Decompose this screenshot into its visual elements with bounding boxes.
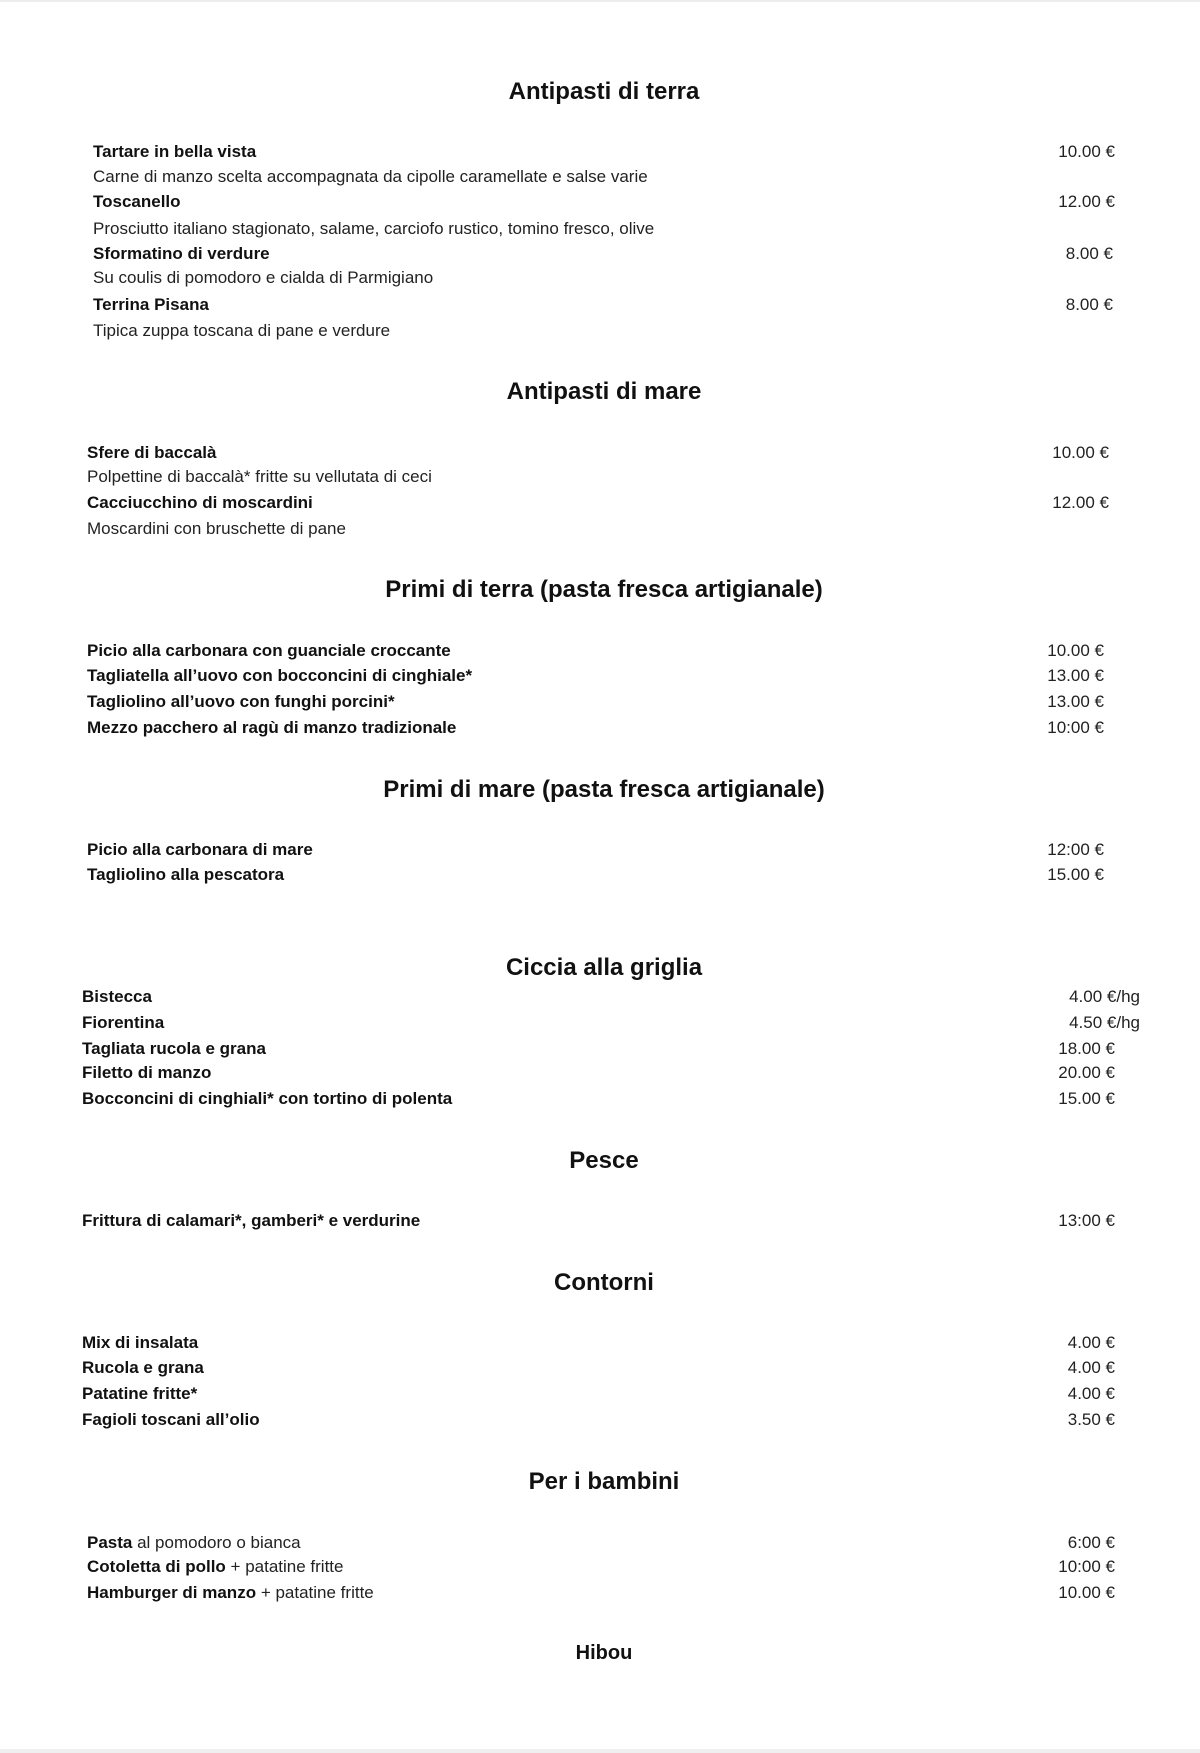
menu-item-name: Toscanello (93, 192, 181, 211)
menu-item-price: 15.00 € (1058, 1089, 1115, 1108)
menu-item-name: Tagliata rucola e grana (82, 1039, 266, 1058)
menu-item-price: 3.50 € (1067, 1410, 1115, 1429)
menu-item-price: 13.00 € (1047, 666, 1104, 685)
menu-item-name: Picio alla carbonara con guanciale croccante (87, 641, 451, 660)
section-title-per-i-bambini: Per i bambini (528, 1468, 680, 1495)
section-title-ciccia-alla-griglia: Ciccia alla griglia (505, 954, 703, 981)
menu-item-price: 12.00 € (1052, 493, 1109, 512)
menu-item-name: Pasta (87, 1533, 133, 1552)
menu-item-name: Hamburger di manzo (87, 1583, 257, 1602)
menu-item-name: Tartare in bella vista (93, 142, 257, 161)
section-title-primi-di-terra: Primi di terra (pasta fresca artigianale) (385, 576, 823, 603)
menu-item-price: 4.50 €/hg (1069, 1013, 1140, 1032)
menu-item-price: 4.00 €/hg (1069, 987, 1140, 1006)
menu-item-description: Moscardini con bruschette di pane (87, 519, 346, 538)
menu-item-description: Tipica zuppa toscana di pane e verdure (93, 321, 391, 340)
menu-item-extra: + patatine fritte (256, 1583, 374, 1602)
menu-item (87, 1532, 301, 1554)
menu-item-price: 18.00 € (1058, 1039, 1115, 1058)
menu-item-name: Cotoletta di pollo (87, 1557, 226, 1576)
menu-item-description: Polpettine di baccalà* fritte su vellutata di ceci (87, 467, 432, 486)
menu-item-price: 4.00 € (1067, 1384, 1115, 1403)
menu-item-name: Bocconcini di cinghiali* con tortino di polenta (82, 1089, 453, 1108)
menu-item (87, 1582, 374, 1604)
menu-item-name: Fiorentina (82, 1013, 165, 1032)
menu-item-name: Picio alla carbonara di mare (87, 840, 313, 859)
section-title-antipasti-di-mare: Antipasti di mare (506, 378, 702, 405)
menu-item-name: Sfere di baccalà (87, 443, 217, 462)
menu-item-name: Terrina Pisana (93, 295, 209, 314)
menu-item-description: Su coulis di pomodoro e cialda di Parmigiano (93, 268, 434, 287)
menu-item-price: 10:00 € (1047, 718, 1104, 737)
page-top-border (0, 0, 1200, 2)
menu-item-name: Tagliatella all’uovo con bocconcini di cinghiale* (87, 666, 473, 685)
menu-item-price: 13:00 € (1058, 1211, 1115, 1230)
menu-item-price: 8.00 € (1065, 295, 1113, 314)
section-title-primi-di-mare: Primi di mare (pasta fresca artigianale) (383, 776, 825, 803)
menu-item-price: 10.00 € (1052, 443, 1109, 462)
page-bottom-border (0, 1749, 1200, 1753)
section-title-antipasti-di-terra: Antipasti di terra (508, 78, 700, 105)
menu-item-name: Mezzo pacchero al ragù di manzo tradizionale (87, 718, 457, 737)
menu-item-name: Tagliolino all’uovo con funghi porcini* (87, 692, 395, 711)
menu-item-price: 6:00 € (1067, 1533, 1115, 1552)
menu-item-name: Sformatino di verdure (93, 244, 270, 263)
menu-item-name: Rucola e grana (82, 1358, 204, 1377)
menu-item-name: Fagioli toscani all’olio (82, 1410, 260, 1429)
menu-item-name: Frittura di calamari*, gamberi* e verdurine (82, 1211, 421, 1230)
section-title-pesce: Pesce (569, 1147, 639, 1174)
restaurant-name-footer: Hibou (575, 1642, 633, 1664)
menu-item-name: Filetto di manzo (82, 1063, 212, 1082)
menu-item-price: 10:00 € (1058, 1557, 1115, 1576)
menu-item-extra: + patatine fritte (225, 1557, 344, 1576)
section-title-contorni: Contorni (554, 1269, 654, 1296)
menu-item (87, 1556, 343, 1578)
menu-item-name: Cacciucchino di moscardini (87, 493, 313, 512)
menu-item-extra: al pomodoro o bianca (132, 1533, 301, 1552)
menu-item-price: 12:00 € (1047, 840, 1104, 859)
menu-item-name: Tagliolino alla pescatora (87, 865, 285, 884)
menu-item-price: 4.00 € (1067, 1333, 1115, 1352)
menu-item-price: 10.00 € (1058, 142, 1115, 161)
menu-item-price: 10.00 € (1058, 1583, 1115, 1602)
menu-item-price: 8.00 € (1065, 244, 1113, 263)
menu-item-name: Patatine fritte* (82, 1384, 198, 1403)
menu-item-price: 20.00 € (1058, 1063, 1115, 1082)
menu-item-name: Mix di insalata (82, 1333, 199, 1352)
menu-item-price: 10.00 € (1047, 641, 1104, 660)
menu-item-price: 13.00 € (1047, 692, 1104, 711)
menu-item-price: 15.00 € (1047, 865, 1104, 884)
menu-item-price: 12.00 € (1058, 192, 1115, 211)
menu-item-name: Bistecca (82, 987, 152, 1006)
menu-item-description: Prosciutto italiano stagionato, salame, carciofo rustico, tomino fresco, olive (93, 219, 655, 238)
menu-item-price: 4.00 € (1067, 1358, 1115, 1377)
menu-item-description: Carne di manzo scelta accompagnata da cipolle caramellate e salse varie (93, 167, 648, 186)
